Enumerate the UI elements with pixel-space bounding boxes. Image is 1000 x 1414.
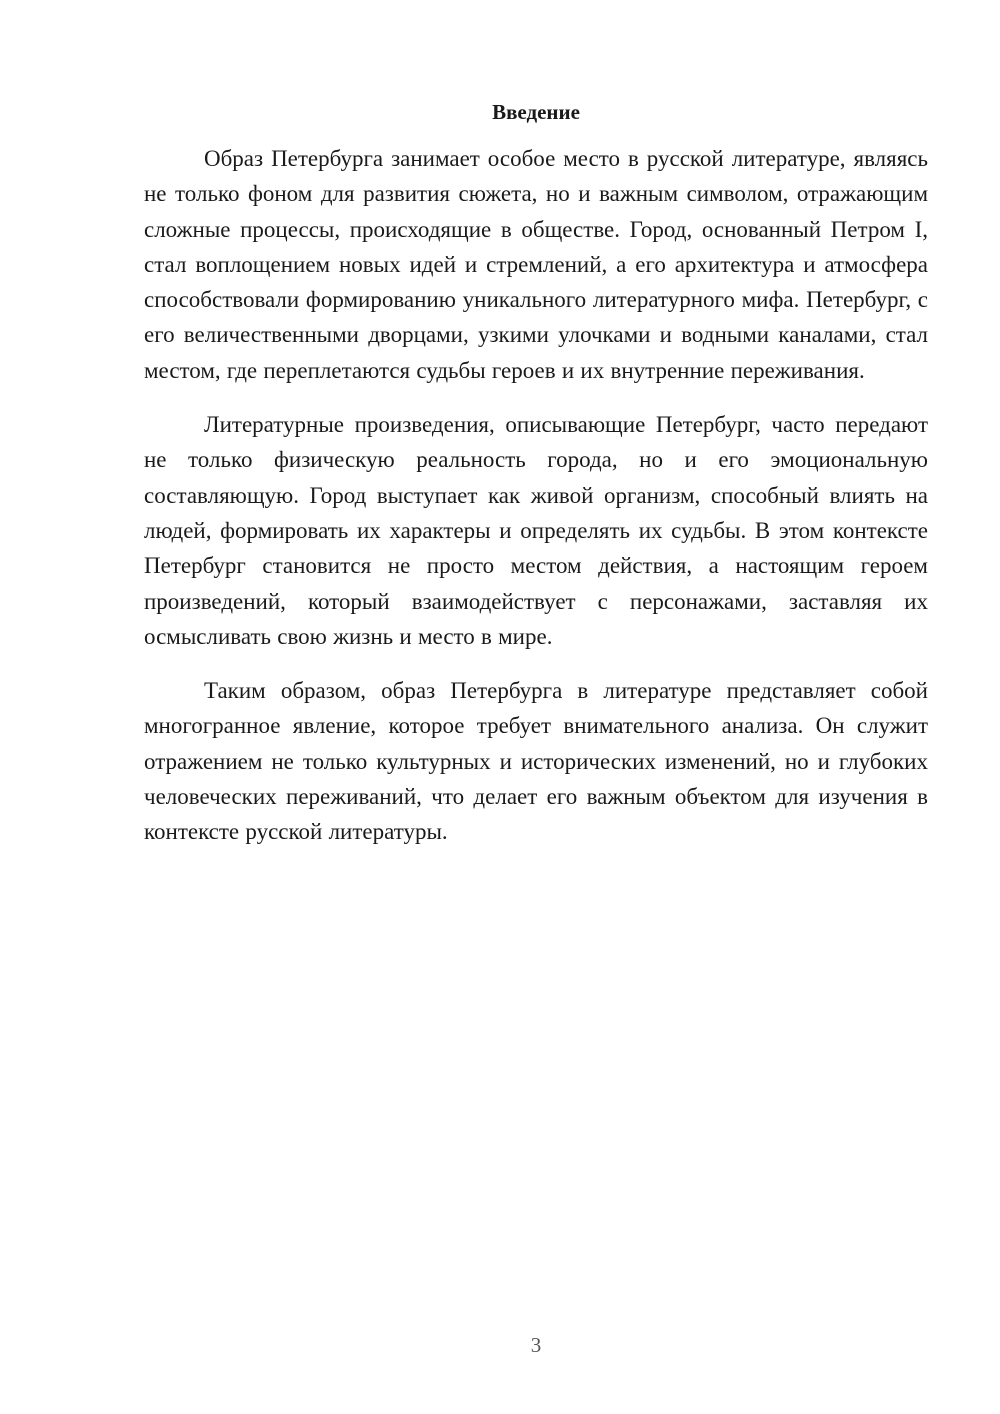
page-number: 3	[530, 1333, 542, 1357]
paragraph-3: Таким образом, образ Петербурга в литературе представляет собой многогранное явление, которое требует внимательного анализа. Он служит отражением не только культурных и исторических изменений, но и глубоких человеческих переживаний, что делает его важным объектом для изучения в контексте русской литературы.	[144, 678, 928, 845]
section-title: Введение	[492, 100, 580, 124]
paragraph-2: Литературные произведения, описывающие Петербург, часто передают не только физическую реальность города, но и его эмоциональную составляющую. Город выступает как живой организм, способный влиять на людей, формировать их характеры и определять их судьбы. В этом контексте Петербург становится не просто местом действия, а настоящим героем произведений, который взаимодействует с персонажами, заставляя их осмысливать свою жизнь и место в мире.	[144, 412, 928, 649]
document-body	[144, 96, 928, 869]
paragraph-1: Образ Петербурга занимает особое место в русской литературе, являясь не только фоном для развития сюжета, но и важным символом, отражающим сложные процессы, происходящие в обществе. Город, основанный Петром I, стал воплощением новых идей и стремлений, а его архитектура и атмосфера способствовали формированию уникального литературного мифа. Петербург, с его величественными дворцами, узкими улочками и водными каналами, стал местом, где переплетаются судьбы героев и их внутренние переживания.	[144, 146, 928, 383]
